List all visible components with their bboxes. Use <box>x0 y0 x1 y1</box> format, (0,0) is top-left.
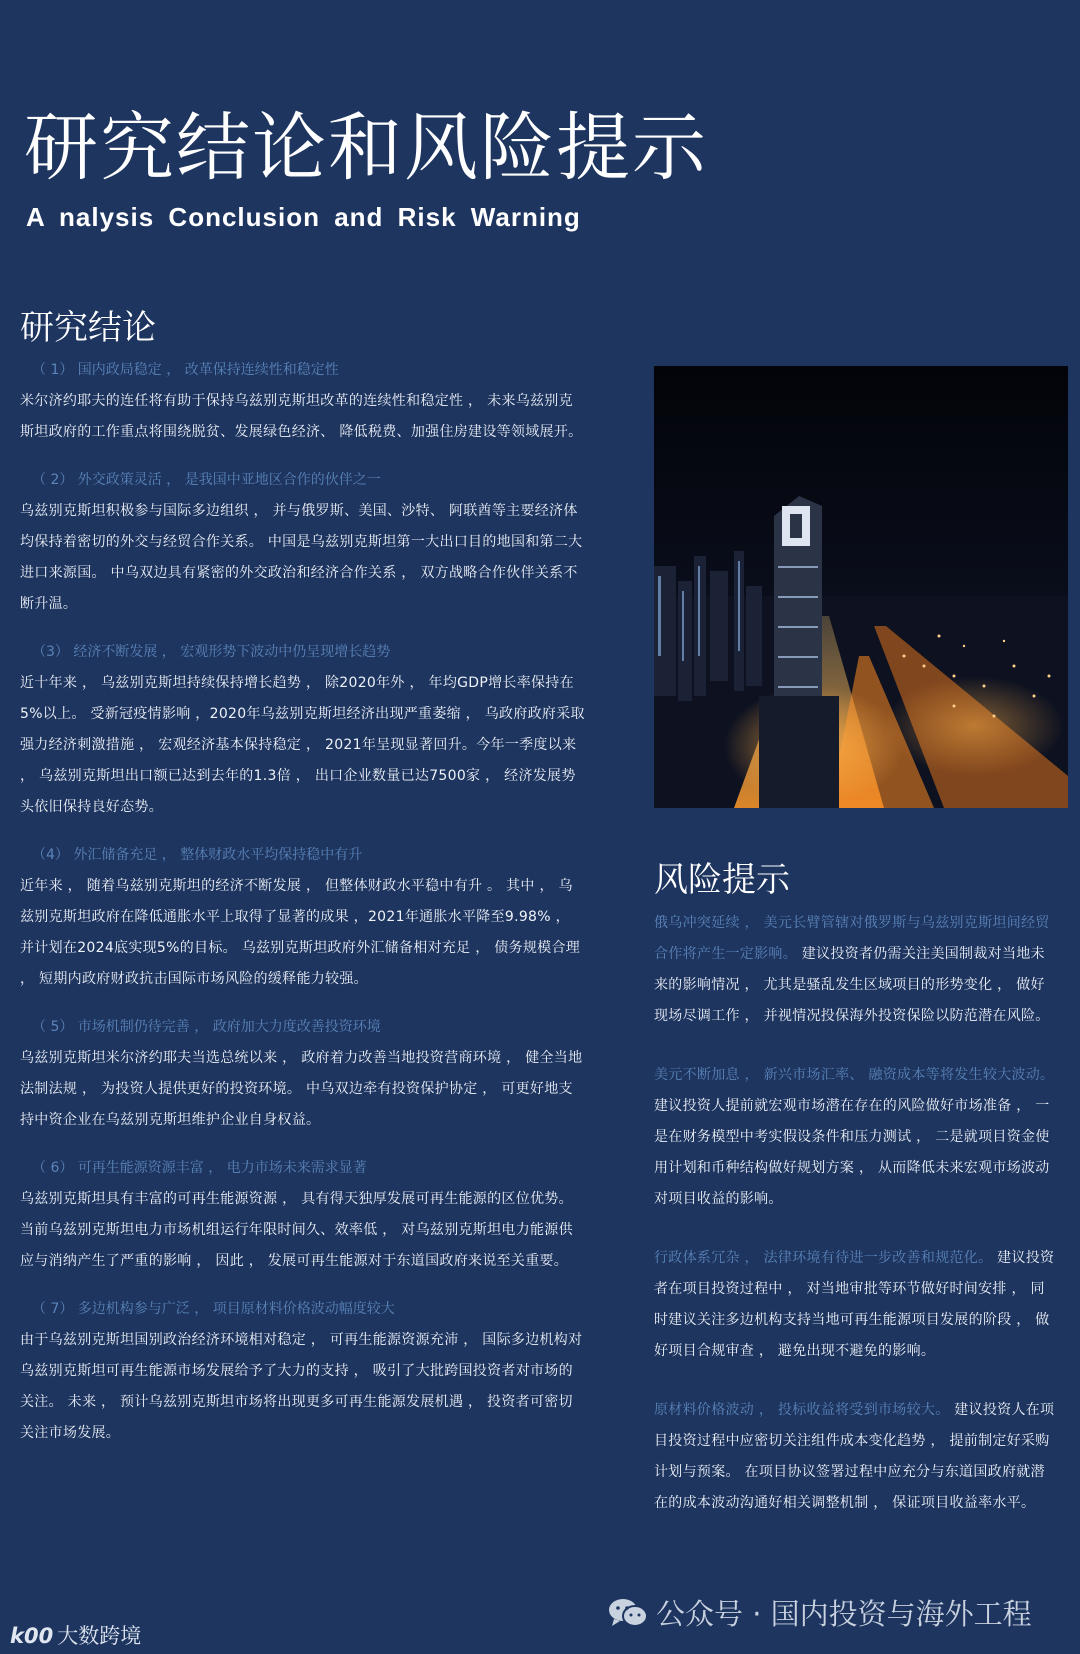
risk-body: 建议投资人在项目投资过程中应密切关注组件成本变化趋势 ， 提前制定好采购计划与预案。 在项目协议签署过程中应充分与东道国政府就潜在的成本波动沟通好相关调整机制 ， 保证项目收益率水平。 <box>654 1402 1055 1511</box>
risk-item <box>654 1395 1059 1519</box>
city-night-photo <box>654 366 1068 808</box>
risk-item <box>654 1060 1059 1215</box>
page-title: 研究结论和风险提示 <box>24 105 708 191</box>
risk-body: 建议投资者仍需关注美国制裁对当地未来的影响情况 ， 尤其是骚乱发生区域项目的形势变化 ， 做好现场尽调工作 ， 并视情况投保海外投资保险以防范潜在风险。 <box>654 946 1050 1024</box>
conclusion-body: 近十年来 ， 乌兹别克斯坦持续保持增长趋势 ， 除2020年外 ， 年均GDP增长率保持在5%以上。 受新冠疫情影响 ，2020年乌兹别克斯坦经济出现严重萎缩 ， 乌政府政府采取强力经济刺激措施 ， 宏观经济基本保持稳定 ， 2021年呈现显著回升。今年一季度以来 ， 乌兹别克斯坦出口额已达到去年的1.3倍 ， 出口企业数量已达7500家 ， 经济发展势头依旧保持良好态势。 <box>20 675 585 815</box>
logo-text: 大数跨境 <box>57 1624 142 1648</box>
conclusion-item <box>20 1158 585 1277</box>
conclusion-body: 由于乌兹别克斯坦国别政治经济环境相对稳定 ， 可再生能源资源充沛 ， 国际多边机构对乌兹别克斯坦可再生能源市场发展给予了大力的支持 ， 吸引了大批跨国投资者对市场的关注。 未来 ， 预计乌兹别克斯坦市场将出现更多可再生能源发展机遇 ， 投资者可密切关注市场发展。 <box>20 1332 583 1441</box>
conclusion-item <box>20 360 585 448</box>
risk-lead: 原材料价格波动 ， 投标收益将受到市场较大。 <box>654 1402 950 1418</box>
risk-lead: 俄乌冲突延续 ， 美元长臂管辖对俄罗斯与乌兹别克斯坦间经贸合作将产生一定影响。 <box>654 915 1050 962</box>
conclusion-item <box>20 845 585 995</box>
conclusion-title: （ 7） 多边机构参与广泛 ， 项目原材料价格波动幅度较大 <box>32 1301 395 1317</box>
conclusion-item <box>20 1299 585 1449</box>
conclusion-title: （ 1） 国内政局稳定 ， 改革保持连续性和稳定性 <box>32 362 339 378</box>
risk-body: 建议投资者在项目投资过程中 ， 对当地审批等环节做好时间安排 ， 同时建议关注多边机构支持当地可再生能源项目发展的阶段 ， 做好项目合规审查 ， 避免出现不避免的影响。 <box>654 1250 1055 1359</box>
conclusion-body: 米尔济约耶夫的连任将有助于保持乌兹别克斯坦改革的连续性和稳定性 ， 未来乌兹别克斯坦政府的工作重点将围绕脱贫、发展绿色经济、 降低税费、加强住房建设等领域展开。 <box>20 393 583 440</box>
conclusion-title: （ 2） 外交政策灵活 ， 是我国中亚地区合作的伙伴之一 <box>32 472 381 488</box>
logo-mark: k00 <box>10 1624 54 1648</box>
risk-lead: 行政体系冗杂 ， 法律环境有待进一步改善和规范化。 <box>654 1250 993 1266</box>
conclusion-item <box>20 1017 585 1136</box>
conclusion-body: 乌兹别克斯坦米尔济约耶夫当选总统以来 ， 政府着力改善当地投资营商环境 ， 健全当地法制法规 ， 为投资人提供更好的投资环境。 中乌双边牵有投资保护协定 ， 可更好地支持中资企业在乌兹别克斯坦维护企业自身权益。 <box>20 1050 583 1128</box>
conclusion-item <box>20 470 585 620</box>
risk-lead: 美元不断加息 ， 新兴市场汇率、 融资成本等将发生较大波动。 <box>654 1067 1055 1083</box>
brand-logo <box>10 1620 141 1650</box>
risks-heading: 风险提示 <box>654 860 790 900</box>
conclusion-title: （3） 经济不断发展 ， 宏观形势下波动中仍呈现增长趋势 <box>32 644 391 660</box>
conclusion-title: （ 5） 市场机制仍待完善 ， 政府加大力度改善投资环境 <box>32 1019 381 1035</box>
wechat-watermark <box>608 1592 1032 1636</box>
conclusions-list <box>20 360 585 1471</box>
conclusion-body: 乌兹别克斯坦具有丰富的可再生能源资源 ， 具有得天独厚发展可再生能源的区位优势。 当前乌兹别克斯坦电力市场机组运行年限时间久、效率低 ， 对乌兹别克斯坦电力能源供应与消纳产生了严重的影响 ， 因此 ， 发展可再生能源对于东道国政府来说至关重要。 <box>20 1191 573 1269</box>
page-subtitle: A nalysis Conclusion and Risk Warning <box>26 202 581 232</box>
conclusion-item <box>20 642 585 823</box>
wechat-icon <box>608 1597 648 1636</box>
risk-item <box>654 1243 1059 1367</box>
risk-body: 建议投资人提前就宏观市场潜在存在的风险做好市场准备 ， 一是在财务模型中考实假设条件和压力测试 ， 二是就项目资金使用计划和币种结构做好规划方案 ， 从而降低未来宏观市场波动对项目收益的影响。 <box>654 1098 1050 1207</box>
watermark-text: 公众号 · 国内投资与海外工程 <box>656 1597 1032 1631</box>
risks-list <box>654 908 1059 1547</box>
conclusion-body: 乌兹别克斯坦积极参与国际多边组织 ， 并与俄罗斯、美国、沙特、 阿联酋等主要经济体均保持着密切的外交与经贸合作关系。 中国是乌兹别克斯坦第一大出口目的地国和第二大进口来源国。 中乌双边具有紧密的外交政治和经济合作关系 ， 双方战略合作伙伴关系不断升温。 <box>20 503 583 612</box>
conclusions-heading: 研究结论 <box>20 308 156 348</box>
risk-item <box>654 908 1059 1032</box>
conclusion-title: （4） 外汇储备充足 ， 整体财政水平均保持稳中有升 <box>32 847 363 863</box>
conclusion-title: （ 6） 可再生能源资源丰富 ， 电力市场未来需求显著 <box>32 1160 367 1176</box>
conclusion-body: 近年来 ， 随着乌兹别克斯坦的经济不断发展 ， 但整体财政水平稳中有升 。 其中 ， 乌兹别克斯坦政府在降低通胀水平上取得了显著的成果 ，2021年通胀水平降至9.98% ， 并计划在2024底实现5%的目标。 乌兹别克斯坦政府外汇储备相对充足 ， 债务规模合理 ， 短期内政府财政抗击国际市场风险的缓释能力较强。 <box>20 878 581 987</box>
